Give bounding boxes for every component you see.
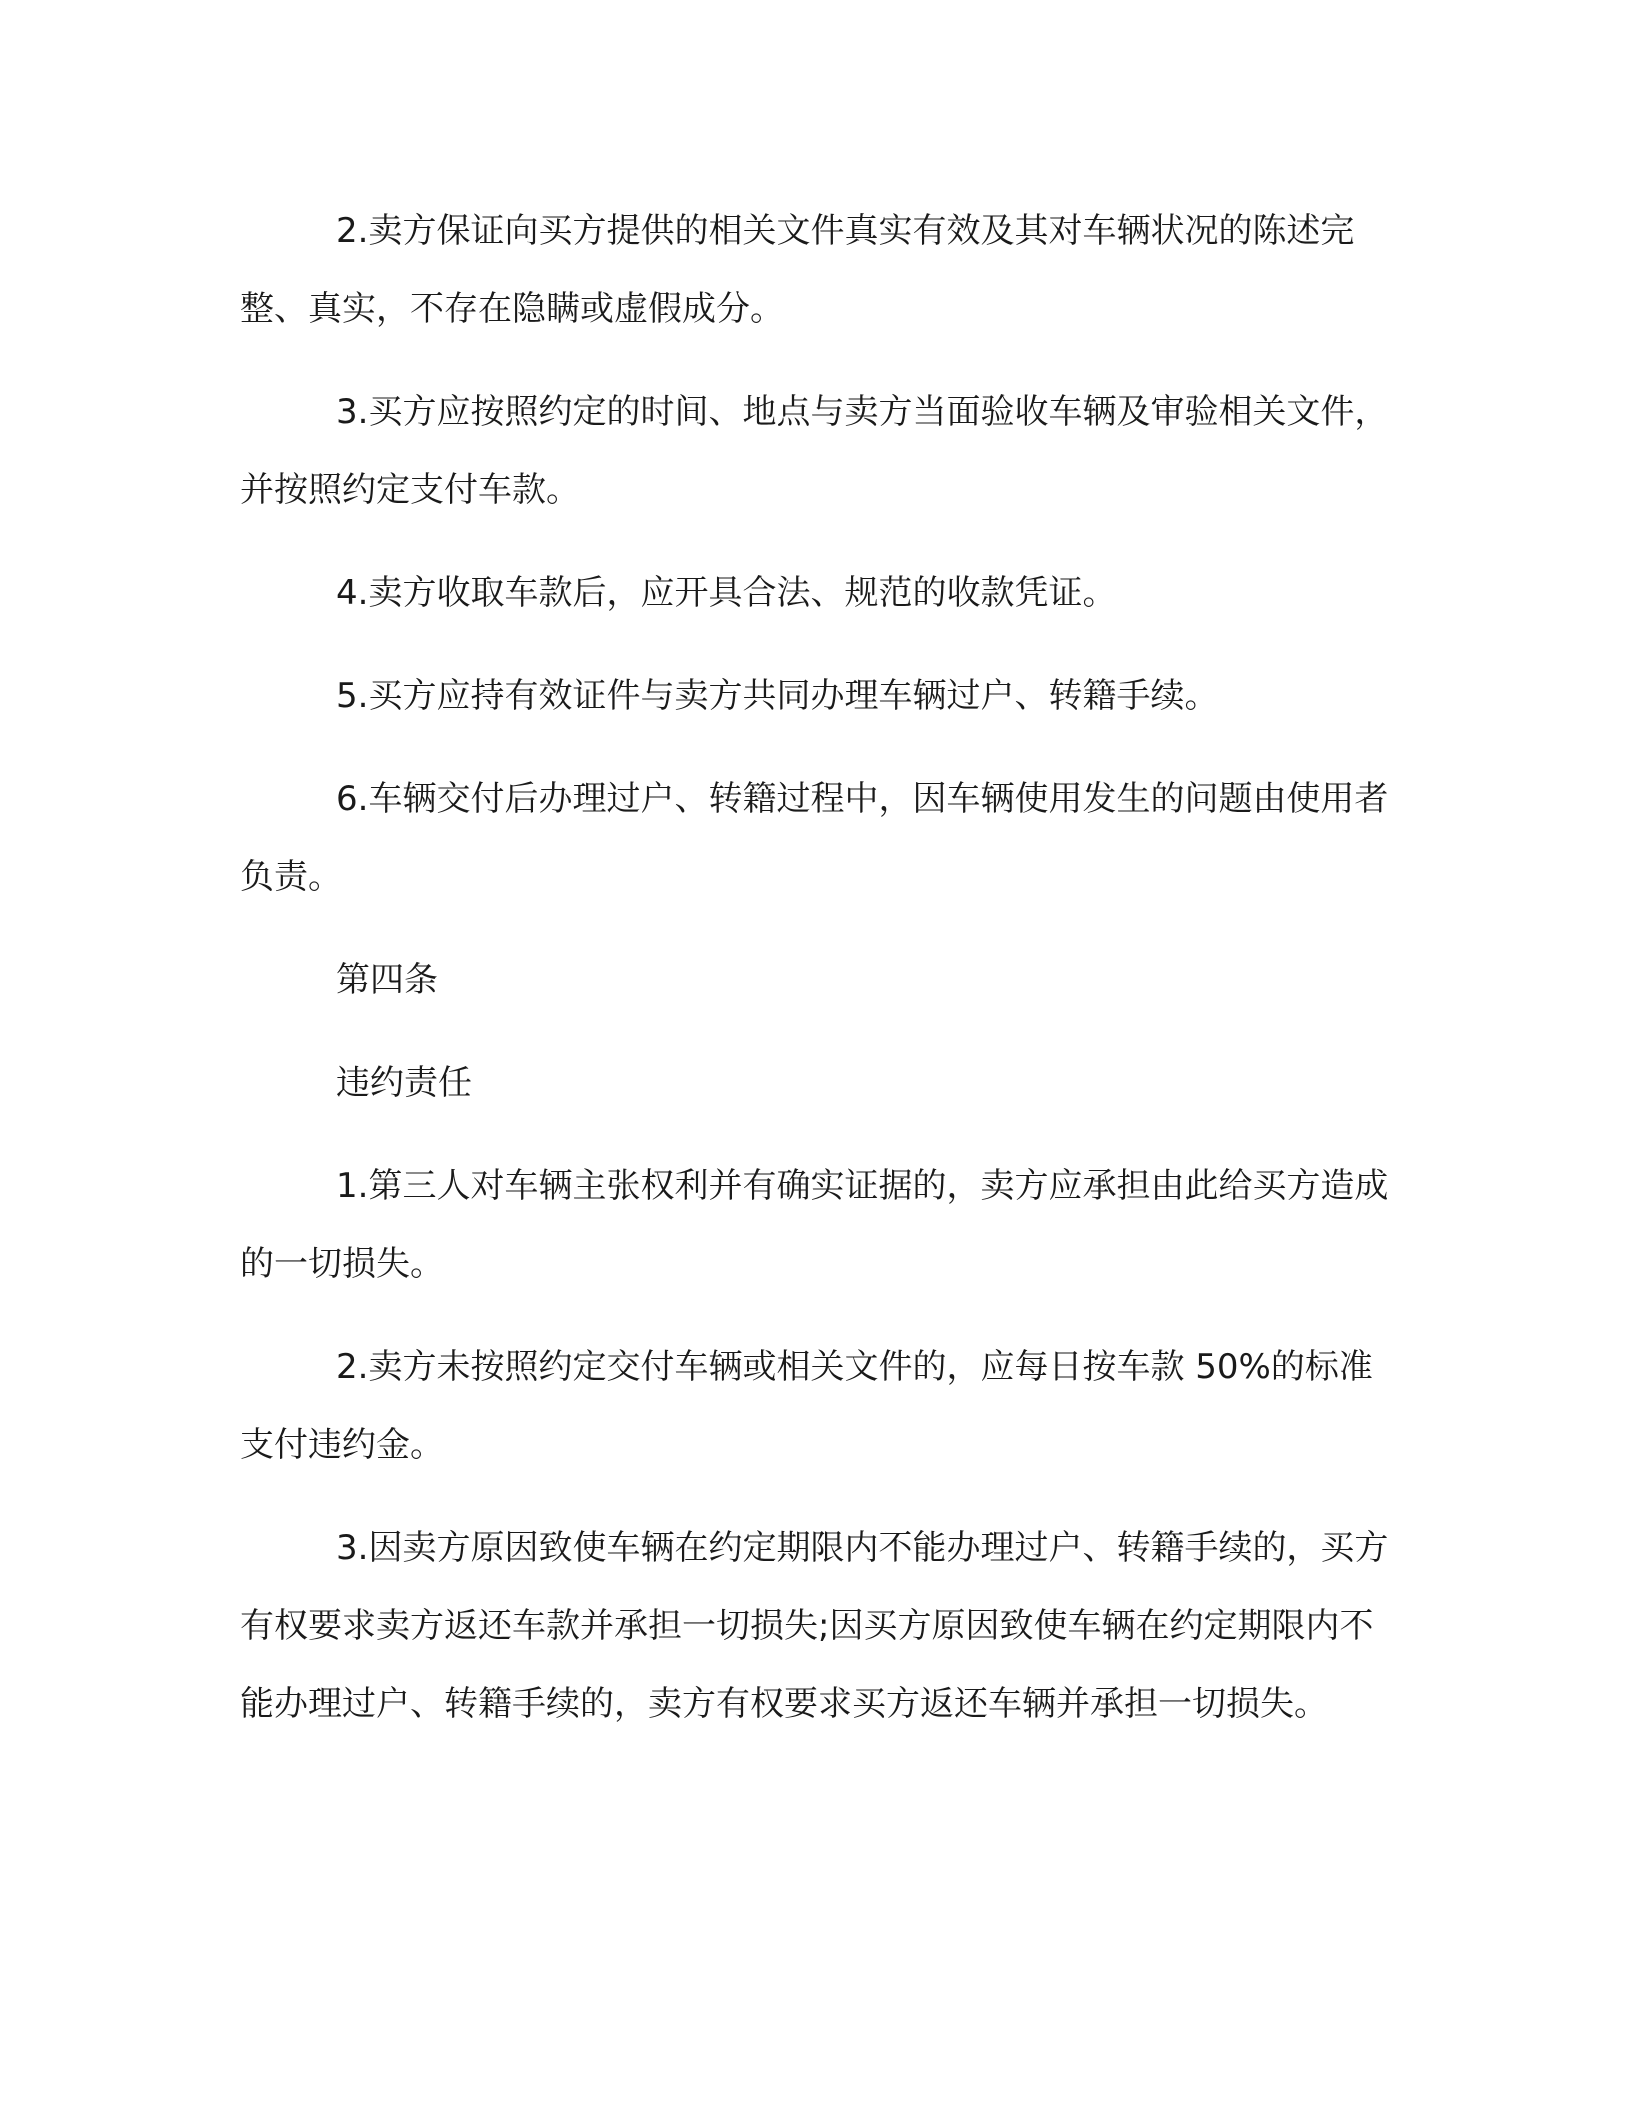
clause-paragraph: 3.买方应按照约定的时间、地点与卖方当面验收车辆及审验相关文件，并按照约定支付车款。 <box>240 392 1389 510</box>
clause-paragraph: 5.买方应持有效证件与卖方共同办理车辆过户、转籍手续。 <box>336 676 1219 716</box>
clause-paragraph: 4.卖方收取车款后，应开具合法、规范的收款凭证。 <box>336 573 1117 613</box>
clause-paragraph: 2.卖方未按照约定交付车辆或相关文件的，应每日按车款 50%的标准支付违约金。 <box>240 1347 1373 1465</box>
clause-paragraph: 6.车辆交付后办理过户、转籍过程中，因车辆使用发生的问题由使用者负责。 <box>240 779 1389 897</box>
article-title: 违约责任 <box>336 1063 472 1103</box>
article-number: 第四条 <box>336 960 438 1000</box>
clause-paragraph: 1.第三人对车辆主张权利并有确实证据的，卖方应承担由此给买方造成的一切损失。 <box>240 1166 1389 1284</box>
clause-paragraph: 3.因卖方原因致使车辆在约定期限内不能办理过户、转籍手续的，买方有权要求卖方返还车款并承担一切损失;因买方原因致使车辆在约定期限内不能办理过户、转籍手续的，卖方有权要求买方返还车辆并承担一切损失。 <box>240 1528 1389 1724</box>
clause-paragraph: 2.卖方保证向买方提供的相关文件真实有效及其对车辆状况的陈述完整、真实，不存在隐瞒或虚假成分。 <box>240 211 1355 329</box>
document-body <box>240 192 1392 1768</box>
